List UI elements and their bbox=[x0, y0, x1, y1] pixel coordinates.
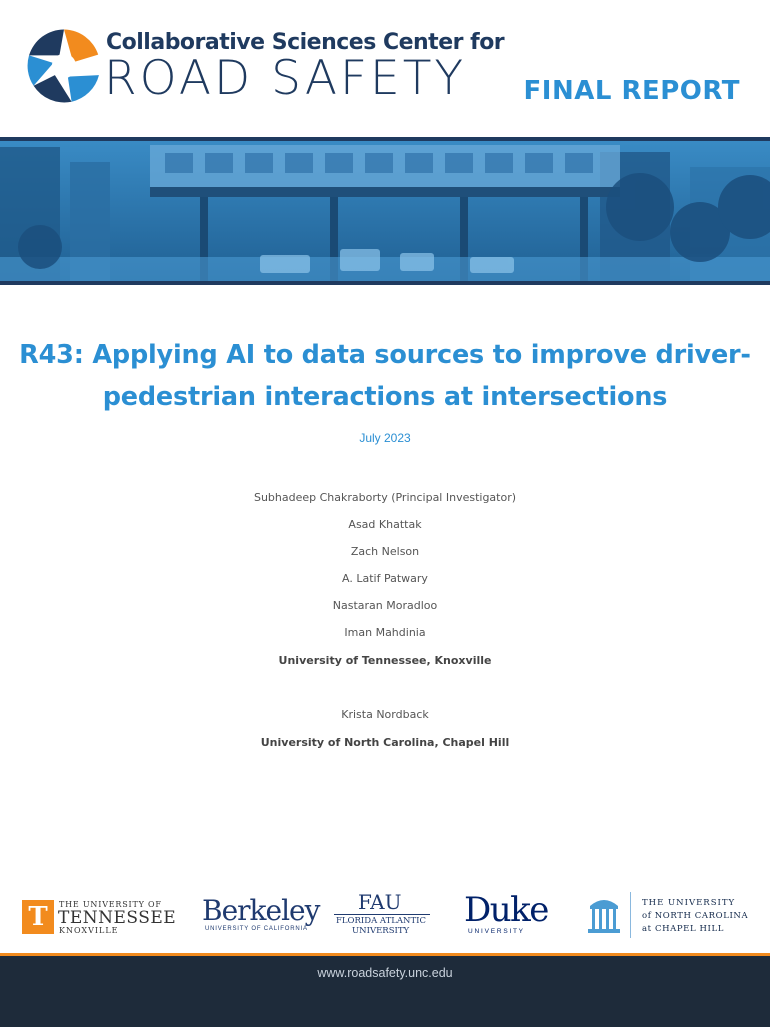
berkeley-logo-wordmark: Berkeley bbox=[202, 894, 320, 927]
report-date: July 2023 bbox=[359, 431, 411, 445]
author-name: Asad Khattak bbox=[348, 518, 422, 531]
report-title bbox=[0, 334, 770, 418]
duke-logo-subtitle: U N I V E R S I T Y bbox=[468, 928, 523, 935]
final-report-label: FINAL REPORT bbox=[523, 76, 740, 106]
csc-road-safety-logo-icon bbox=[26, 28, 102, 104]
author-name: Krista Nordback bbox=[341, 708, 429, 721]
duke-logo-wordmark: Duke bbox=[464, 890, 548, 930]
org-name-line1: Collaborative Sciences Center for bbox=[106, 30, 505, 55]
tennessee-logo-line1: THE UNIVERSITY OF bbox=[59, 900, 162, 909]
report-header bbox=[0, 0, 770, 138]
author-name: Iman Mahdinia bbox=[344, 626, 426, 639]
report-title-line1: R43: Applying AI to data sources to improve driver- bbox=[19, 340, 751, 370]
report-title-line2: pedestrian interactions at intersections bbox=[102, 382, 668, 412]
unc-logo-line3: at CHAPEL HILL bbox=[642, 924, 724, 934]
tennessee-logo-line2: TENNESSEE bbox=[58, 908, 177, 928]
tennessee-logo bbox=[22, 888, 177, 944]
berkeley-logo bbox=[202, 888, 320, 944]
tennessee-t-icon: T bbox=[22, 900, 54, 934]
unc-logo-line1: THE UNIVERSITY bbox=[642, 898, 736, 908]
org-name-line2: ROAD SAFETY bbox=[104, 51, 467, 106]
unc-logo bbox=[588, 888, 753, 944]
fau-logo-line2: FLORIDA ATLANTIC bbox=[336, 916, 427, 926]
fau-logo-wordmark: FAU bbox=[358, 890, 402, 914]
author-name: Zach Nelson bbox=[350, 545, 420, 558]
footer-website-link[interactable]: www.roadsafety.unc.edu bbox=[317, 966, 453, 980]
duke-logo bbox=[464, 888, 564, 944]
unc-logo-line2: of NORTH CAROLINA bbox=[642, 911, 749, 921]
author-name: A. Latif Patwary bbox=[342, 572, 428, 585]
unc-logo-divider bbox=[630, 892, 631, 938]
fau-logo bbox=[334, 888, 434, 944]
berkeley-logo-subtitle: UNIVERSITY OF CALIFORNIA bbox=[205, 926, 308, 932]
page-footer bbox=[0, 953, 770, 1027]
tennessee-logo-line3: KNOXVILLE bbox=[59, 926, 119, 935]
street-scene-banner bbox=[0, 137, 770, 285]
old-well-icon bbox=[588, 894, 620, 934]
fau-logo-line3: UNIVERSITY bbox=[352, 926, 410, 936]
author-name: Nastaran Moradloo bbox=[332, 599, 438, 612]
author-name: Subhadeep Chakraborty (Principal Investigator) bbox=[253, 491, 517, 504]
author-affiliation: University of North Carolina, Chapel Hill bbox=[260, 736, 510, 749]
fau-logo-rule bbox=[334, 914, 430, 915]
author-affiliation: University of Tennessee, Knoxville bbox=[278, 654, 492, 667]
